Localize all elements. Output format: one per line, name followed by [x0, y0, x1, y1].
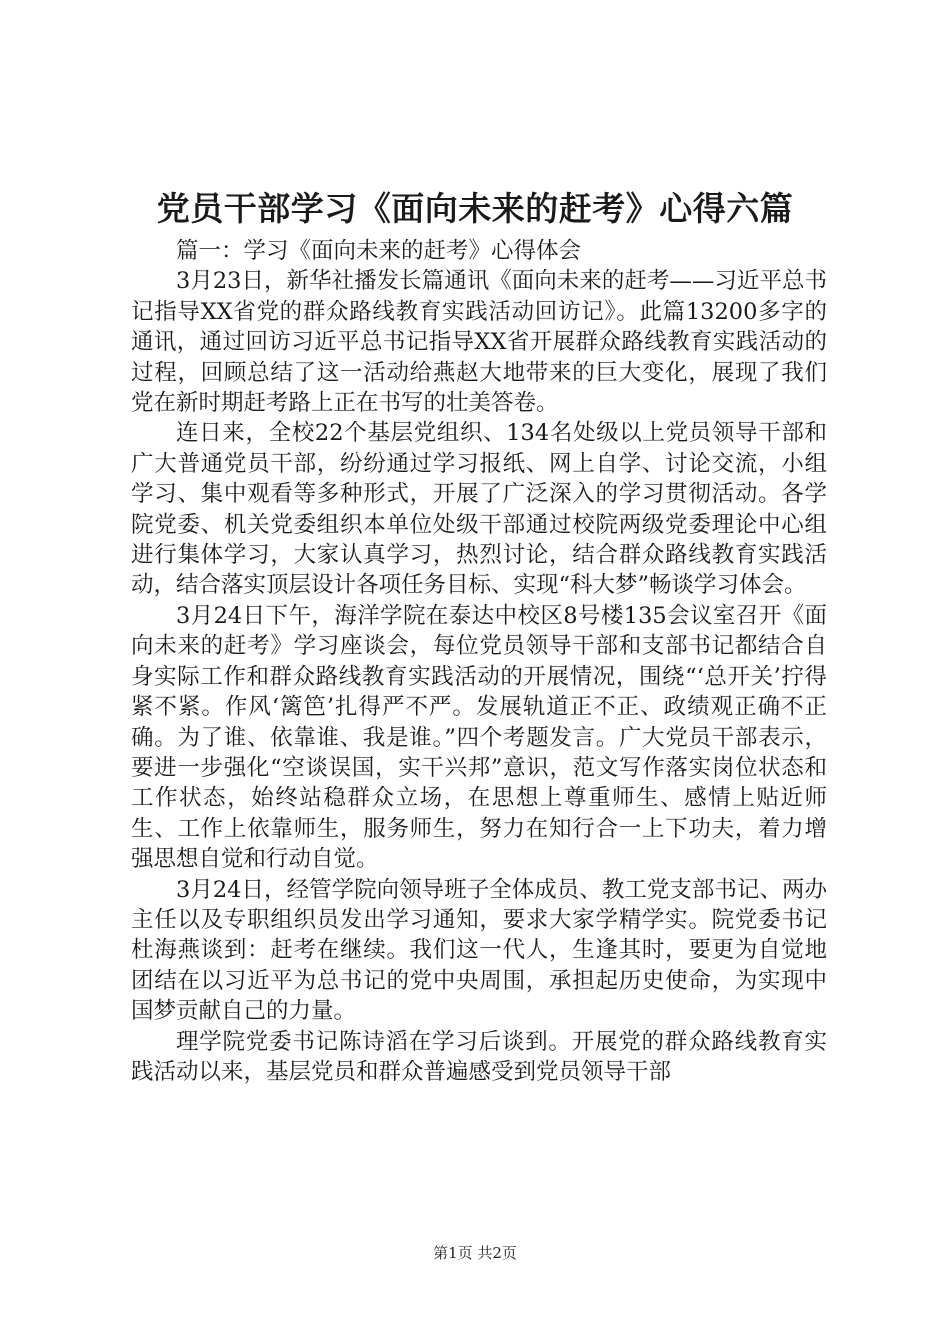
paragraph: 理学院党委书记陈诗滔在学习后谈到。开展党的群众路线教育实践活动以来，基层党员和群众普遍感受到党员领导干部 [131, 1028, 827, 1085]
paragraph: 3月24日，经管学院向领导班子全体成员、教工党支部书记、两办主任以及专职组织员发出学习通知，要求大家学精学实。院党委书记杜海燕谈到：赶考在继续。我们这一代人，生逢其时，要更为自觉地团结在以习近平为总书记的党中央周围，承担起历史使命，为实现中国梦贡献自己的力量。 [131, 876, 827, 1025]
section-heading: 篇一：学习《面向未来的赶考》心得体会 [176, 238, 582, 264]
page-number: 第1页 共2页 [433, 1244, 517, 1262]
paragraph: 3月24日下午，海洋学院在泰达中校区8号楼135会议室召开《面向未来的赶考》学习座谈会，每位党员领导干部和支部书记都结合自身实际工作和群众路线教育实践活动的开展情况，围绕“‘总开关’拧得紧不紧。作风‘篱笆’扎得严不严。发展轨道正不正、政绩观正确不正确。为了谁、依靠谁、我是谁。”四个考题发言。广大党员干部表示，要进一步强化“空谈误国，实干兴邦”意识，范文写作落实岗位状态和工作状态，始终站稳群众立场，在思想上尊重师生、感情上贴近师生、工作上依靠师生，服务师生，努力在知行合一上下功夫，着力增强思想自觉和行动自觉。 [131, 602, 827, 873]
page-title: 党员干部学习《面向未来的赶考》心得六篇 [156, 189, 794, 228]
paragraph: 连日来，全校22个基层党组织、134名处级以上党员领导干部和广大普通党员干部，纷纷通过学习报纸、网上自学、讨论交流，小组学习、集中观看等多种形式，开展了广泛深入的学习贯彻活动。各学院党委、机关党委组织本单位处级干部通过校院两级党委理论中心组进行集体学习，大家认真学习，热烈讨论，结合群众路线教育实践活动，结合落实顶层设计各项任务目标、实现“科大梦”畅谈学习体会。 [131, 420, 827, 599]
paragraph: 3月23日，新华社播发长篇通讯《面向未来的赶考——习近平总书记指导XX省党的群众路线教育实践活动回访记》。此篇13200多字的通讯，通过回访习近平总书记指导XX省开展群众路线教育实践活动的过程，回顾总结了这一活动给燕赵大地带来的巨大变化，展现了我们党在新时期赶考路上正在书写的壮美答卷。 [131, 268, 827, 417]
article-body [131, 236, 827, 1087]
